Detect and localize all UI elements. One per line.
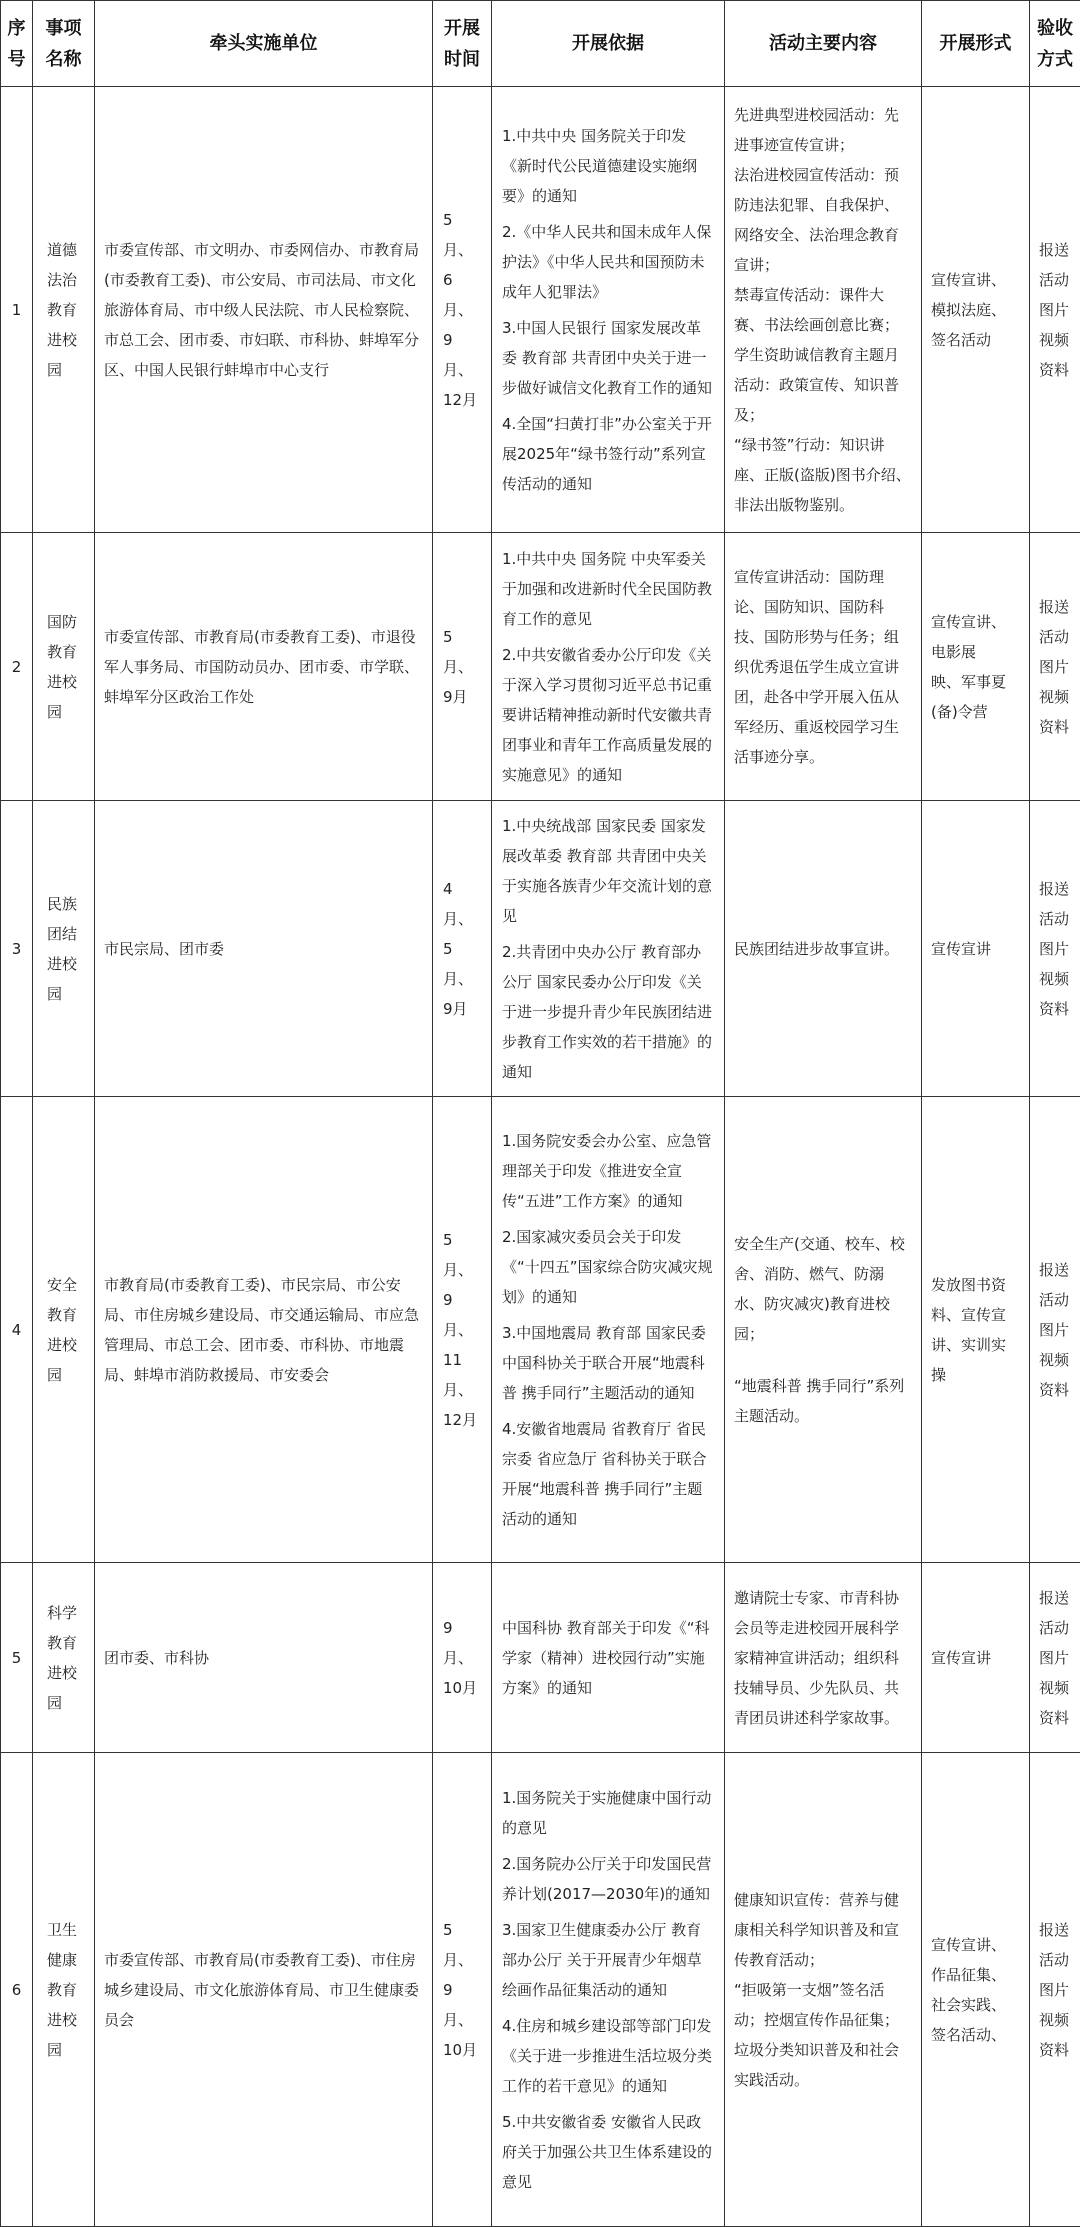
content-item: “地震科普 携手同行”系列主题活动。 [734,1371,912,1431]
content-item: 禁毒宣传活动：课件大赛、书法绘画创意比赛； [734,280,912,340]
cell-time: 5月、6月、9月、12月 [433,87,492,533]
cell-time: 5月、9月 [433,533,492,801]
cell-acceptance: 报送活动图片视频资料 [1030,801,1080,1097]
cell-form: 发放图书资料、宣传宣讲、实训实操 [922,1097,1030,1563]
basis-item: 2.国家减灾委员会关于印发《“十四五”国家综合防灾减灾规划》的通知 [502,1222,714,1312]
cell-item: 科学教育进校园 [33,1563,95,1753]
header-form: 开展形式 [922,1,1030,87]
basis-item: 2.国务院办公厅关于印发国民营养计划(2017—2030年)的通知 [502,1849,714,1909]
cell-form: 宣传宣讲 [922,1563,1030,1753]
content-item: 民族团结进步故事宣讲。 [734,934,912,964]
basis-item: 4.全国“扫黄打非”办公室关于开展2025年“绿书签行动”系列宣传活动的通知 [502,409,714,499]
cell-basis [492,1097,725,1563]
table-row [1,1563,1080,1753]
basis-item: 1.中央统战部 国家民委 国家发展改革委 教育部 共青团中央关于实施各族青少年交流计划的意见 [502,811,714,931]
cell-item: 道德法治教育进校园 [33,87,95,533]
table-row [1,533,1080,801]
table-row [1,1753,1080,2227]
cell-acceptance: 报送活动图片视频资料 [1030,1753,1080,2227]
cell-content [725,801,922,1097]
basis-item: 4.住房和城乡建设部等部门印发《关于进一步推进生活垃圾分类工作的若干意见》的通知 [502,2011,714,2101]
cell-form: 宣传宣讲、电影展 映、军事夏(备)令营 [922,533,1030,801]
content-item: 健康知识宣传：营养与健康相关科学知识普及和宣传教育活动； [734,1885,912,1975]
header-content: 活动主要内容 [725,1,922,87]
cell-no: 2 [1,533,33,801]
cell-form: 宣传宣讲、作品征集、社会实践、签名活动、 [922,1753,1030,2227]
cell-acceptance: 报送活动图片视频资料 [1030,1563,1080,1753]
cell-time: 5月、9月、10月 [433,1753,492,2227]
cell-item: 国防教育进校园 [33,533,95,801]
cell-content [725,1097,922,1563]
cell-no: 6 [1,1753,33,2227]
header-time: 开展 时间 [433,1,492,87]
cell-item: 卫生健康教育进校园 [33,1753,95,2227]
header-row [1,1,1080,87]
cell-unit: 市委宣传部、市文明办、市委网信办、市教育局(市委教育工委)、市公安局、市司法局、市文化旅游体育局、市中级人民法院、市人民检察院、市总工会、团市委、市妇联、市科协、蚌埠军分区、中国人民银行蚌埠市中心支行 [95,87,433,533]
cell-content [725,533,922,801]
basis-item: 2.中共安徽省委办公厅印发《关于深入学习贯彻习近平总书记重要讲话精神推动新时代安徽共青团事业和青年工作高质量发展的实施意见》的通知 [502,640,714,790]
basis-item: 1.中共中央 国务院关于印发《新时代公民道德建设实施纲要》的通知 [502,121,714,211]
basis-item: 中国科协 教育部关于印发《“科学家（精神）进校园行动”实施方案》的通知 [502,1613,714,1703]
header-no: 序 号 [1,1,33,87]
cell-form: 宣传宣讲、模拟法庭、签名活动 [922,87,1030,533]
content-item: “拒吸第一支烟”签名活动；控烟宣传作品征集；垃圾分类知识普及和社会实践活动。 [734,1975,912,2095]
cell-acceptance: 报送活动图片视频资料 [1030,1097,1080,1563]
cell-unit: 市民宗局、团市委 [95,801,433,1097]
content-item: “绿书签”行动：知识讲座、正版(盗版)图书介绍、非法出版物鉴别。 [734,430,912,520]
cell-basis [492,87,725,533]
header-acceptance: 验收 方式 [1030,1,1080,87]
basis-item: 3.国家卫生健康委办公厅 教育部办公厅 关于开展青少年烟草绘画作品征集活动的通知 [502,1915,714,2005]
header-basis: 开展依据 [492,1,725,87]
content-item: 学生资助诚信教育主题月活动：政策宣传、知识普及； [734,340,912,430]
table-row [1,801,1080,1097]
cell-acceptance: 报送活动图片视频资料 [1030,87,1080,533]
cell-content [725,1753,922,2227]
cell-unit: 团市委、市科协 [95,1563,433,1753]
basis-item: 1.国务院关于实施健康中国行动的意见 [502,1783,714,1843]
cell-form: 宣传宣讲 [922,801,1030,1097]
cell-unit: 市委宣传部、市教育局(市委教育工委)、市住房城乡建设局、市文化旅游体育局、市卫生健康委员会 [95,1753,433,2227]
basis-item: 2.共青团中央办公厅 教育部办公厅 国家民委办公厅印发《关于进一步提升青少年民族团结进步教育工作实效的若干措施》的通知 [502,937,714,1087]
content-item: 宣传宣讲活动：国防理论、国防知识、国防科技、国防形势与任务；组织优秀退伍学生成立宣讲团，赴各中学开展入伍从军经历、重返校园学习生活事迹分享。 [734,562,912,772]
table-row [1,87,1080,533]
cell-no: 5 [1,1563,33,1753]
cell-unit: 市委宣传部、市教育局(市委教育工委)、市退役军人事务局、市国防动员办、团市委、市学联、蚌埠军分区政治工作处 [95,533,433,801]
header-item: 事项 名称 [33,1,95,87]
cell-unit: 市教育局(市委教育工委)、市民宗局、市公安局、市住房城乡建设局、市交通运输局、市应急管理局、市总工会、团市委、市科协、市地震局、蚌埠市消防救援局、市安委会 [95,1097,433,1563]
content-item: 邀请院士专家、市青科协会员等走进校园开展科学家精神宣讲活动；组织科技辅导员、少先队员、共青团员讲述科学家故事。 [734,1583,912,1733]
cell-item: 民族团结进校园 [33,801,95,1097]
cell-content [725,87,922,533]
cell-no: 4 [1,1097,33,1563]
cell-content [725,1563,922,1753]
content-item: 安全生产(交通、校车、校舍、消防、燃气、防溺水、防灾减灾)教育进校园； [734,1229,912,1349]
basis-item: 3.中国人民银行 国家发展改革委 教育部 共青团中央关于进一步做好诚信文化教育工作的通知 [502,313,714,403]
cell-item: 安全教育进校园 [33,1097,95,1563]
cell-basis [492,801,725,1097]
table-row [1,1097,1080,1563]
basis-item: 2.《中华人民共和国未成年人保护法》《中华人民共和国预防未成年人犯罪法》 [502,217,714,307]
cell-no: 3 [1,801,33,1097]
basis-item: 5.中共安徽省委 安徽省人民政府关于加强公共卫生体系建设的意见 [502,2107,714,2197]
cell-no: 1 [1,87,33,533]
cell-time: 5月、9月、11月、12月 [433,1097,492,1563]
content-item: 先进典型进校园活动：先进事迹宣传宣讲； [734,100,912,160]
basis-item: 1.国务院安委会办公室、应急管理部关于印发《推进安全宣传“五进”工作方案》的通知 [502,1126,714,1216]
cell-time: 9月、10月 [433,1563,492,1753]
content-item: 法治进校园宣传活动：预防违法犯罪、自我保护、网络安全、法治理念教育宣讲； [734,160,912,280]
cell-basis [492,1753,725,2227]
header-unit: 牵头实施单位 [95,1,433,87]
basis-item: 3.中国地震局 教育部 国家民委 中国科协关于联合开展“地震科普 携手同行”主题活动的通知 [502,1318,714,1408]
cell-time: 4月、5月、9月 [433,801,492,1097]
cell-acceptance: 报送活动图片视频资料 [1030,533,1080,801]
cell-basis [492,533,725,801]
cell-basis [492,1563,725,1753]
basis-item: 4.安徽省地震局 省教育厅 省民宗委 省应急厅 省科协关于联合开展“地震科普 携手同行”主题活动的通知 [502,1414,714,1534]
basis-item: 1.中共中央 国务院 中央军委关于加强和改进新时代全民国防教育工作的意见 [502,544,714,634]
